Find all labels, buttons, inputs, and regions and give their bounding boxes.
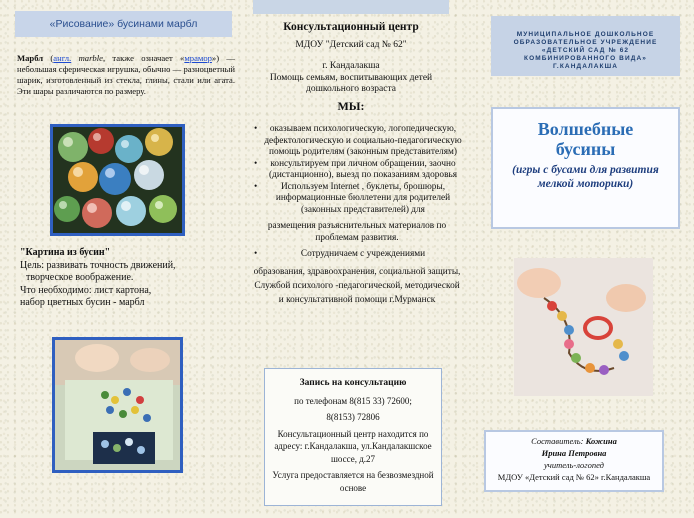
banner-line: МУНИЦИПАЛЬНОЕ ДОШКОЛЬНОЕ bbox=[516, 31, 655, 38]
bullet-icon: • bbox=[254, 249, 258, 259]
title-line: бусины bbox=[555, 139, 616, 159]
marble-section-header: «Рисование» бусинами марбл bbox=[15, 11, 232, 37]
marble-stone-link[interactable]: мрамор bbox=[184, 53, 212, 63]
list-item-text: консультируем при личном обращении, заочно (дистанционно), выезд по показаниям здоровья bbox=[269, 158, 457, 180]
phone-numbers-2: 8(8153) 72806 bbox=[326, 412, 380, 422]
brochure-title bbox=[493, 119, 678, 159]
list-item-text: Используем Internet , буклеты, брошюры, информационные бюллетени для родителей (законных представителей) для bbox=[275, 181, 451, 215]
city-and-help bbox=[253, 61, 449, 96]
institution-banner bbox=[491, 16, 680, 76]
organization-name: МДОУ "Детский сад № 62" bbox=[295, 40, 407, 50]
author-line bbox=[486, 435, 662, 447]
list-item bbox=[252, 124, 462, 159]
text-fragment: ( bbox=[43, 53, 54, 63]
consultation-title: Запись на консультацию bbox=[299, 378, 407, 388]
bullet-icon: • bbox=[254, 158, 258, 169]
brochure-title-box bbox=[491, 107, 680, 229]
banner-line: КОМБИНИРОВАННОГО ВИДА» bbox=[524, 55, 647, 62]
task-line: набор цветных бусин - марбл bbox=[20, 297, 145, 308]
list-item bbox=[252, 249, 462, 261]
author-role: учитель-логопед bbox=[544, 460, 604, 470]
task-line: творческое воображение. bbox=[26, 272, 134, 283]
help-text: Помощь семьям, воспитывающих детей дошкольного возраста bbox=[269, 72, 433, 94]
we-heading: МЫ: bbox=[337, 99, 365, 113]
consultation-box bbox=[264, 368, 442, 506]
author-surname: Кожина bbox=[585, 436, 617, 446]
picture-from-beads-task bbox=[20, 247, 234, 310]
author-name: Ирина Петровна bbox=[541, 448, 607, 458]
title-line: Волшебные bbox=[537, 119, 634, 139]
text-fragment: , также означает « bbox=[102, 53, 185, 63]
consult-center-title: Консультационный центр bbox=[283, 21, 419, 33]
author-org: МДОУ «Детский сад № 62» г.Кандалакша bbox=[497, 472, 651, 482]
author-box bbox=[484, 430, 664, 492]
address: Консультационный центр находится по адресу: г.Кандалакша, ул.Кандалакшское шоссе, д.27 bbox=[274, 428, 432, 464]
marble-term: Марбл bbox=[17, 53, 44, 63]
marble-description bbox=[17, 53, 235, 97]
text-fragment: ») — небольшая сферическая игрушка, обычно — разноцветный шарик, изготовленный из стекла, глины, стали или агата. Эти шары различаются по размеру. bbox=[17, 53, 236, 96]
free-service-note: Услуга предоставляется на безвозмездной основе bbox=[272, 470, 434, 493]
english-word: marble bbox=[71, 53, 103, 63]
top-decor-bar bbox=[253, 0, 449, 14]
list-item bbox=[252, 182, 462, 217]
marbles-photo bbox=[50, 124, 185, 236]
english-link[interactable]: англ. bbox=[53, 53, 72, 63]
task-title: "Картина из бусин" bbox=[20, 247, 111, 258]
services-list bbox=[252, 124, 462, 307]
list-item-continuation: образования, здравоохранения, социальной защиты, Службой психолого -педагогической, методической и консультативной помощи г.Мурманск bbox=[253, 266, 461, 305]
list-item-text: Сотрудничаем с учреждениями bbox=[300, 249, 426, 259]
task-line: Что необходимо: лист картона, bbox=[20, 284, 152, 296]
list-item bbox=[252, 159, 462, 182]
banner-line: «ДЕТСКИЙ САД № 62 bbox=[541, 47, 630, 54]
bead-picture-photo bbox=[52, 337, 183, 473]
list-item-text: оказываем психологическую, логопедическую, дефектологическую и социально-педагогическую помощь родителям (законным представителям) bbox=[264, 124, 462, 157]
banner-line: ОБРАЗОВАТЕЛЬНОЕ УЧРЕЖДЕНИЕ bbox=[513, 39, 658, 46]
task-line: Цель: развивать точность движений, bbox=[20, 259, 176, 271]
author-label: Составитель: bbox=[531, 436, 584, 446]
bullet-icon: • bbox=[254, 181, 258, 192]
banner-line: Г.КАНДАЛАКША bbox=[552, 63, 619, 70]
brochure-subtitle: (игры с бусами для развития мелкой моторики) bbox=[512, 164, 659, 190]
phone-numbers: по телефонам 8(815 33) 72600; bbox=[294, 395, 412, 406]
bullet-icon: • bbox=[254, 124, 258, 134]
child-beads-photo bbox=[514, 258, 653, 396]
city: г. Кандалакша bbox=[322, 61, 380, 71]
list-item-continuation: размещения разъяснительных материалов по проблемам развития. bbox=[267, 221, 447, 243]
